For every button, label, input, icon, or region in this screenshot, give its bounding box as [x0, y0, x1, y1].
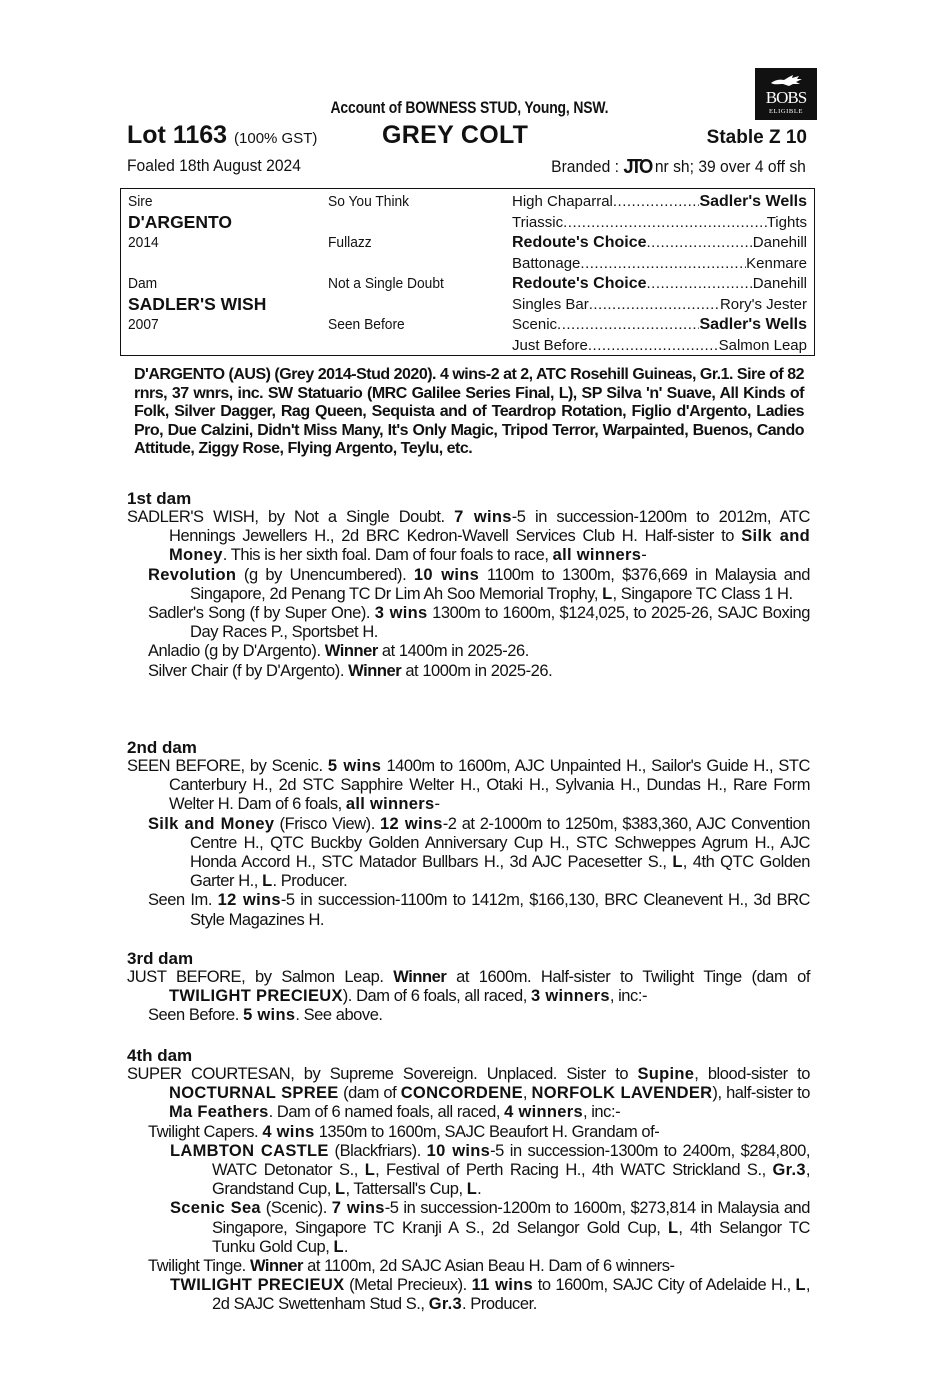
great-grandparent-dam-sire: Tights: [766, 213, 807, 231]
stable-location: Stable Z 10: [706, 127, 807, 148]
great-grandparent-dam-sire: Danehill: [752, 234, 807, 251]
great-grandparent-row: [512, 337, 807, 354]
produce-entry: Silk and Money (Frisco View). 12 wins-2 at 2-1000m to 1250m, $383,360, AJC Convention Centre H., QTC Buckby Golden Anniversary Cup H., STC Schweppes Agrum H., AJC Honda Accord H., STC Matador Bullbars H., 3d AJC Pacesetter S., L, 4th QTC Golden Garter H., L. Producer.: [148, 814, 810, 891]
horse-head-icon: [769, 74, 803, 88]
produce-entry: Seen Before. 5 wins. See above.: [148, 1006, 383, 1025]
sire-summary: D'ARGENTO (AUS) (Grey 2014-Stud 2020). 4 wins-2 at 2, ATC Rosehill Guineas, Gr.1. Sire of 82 rnrs, 37 wnrs, inc. SW Statuario (MRC Galilee Series Final, L), SP Silva 'n' Suave, All Kinds of Folk, Silver Dagger, Rag Queen, Sequista and of Teardrop Rotation, Figlio d'Argento, Ladies Pro, Due Calzini, Didn't Miss Many, It's Only Magic, Tripod Terror, Warpainted, Buenos, Cando Attitude, Ziggy Rose, Flying Argento, Teylu, etc.: [134, 366, 804, 457]
leader-dots: [647, 275, 753, 293]
produce-entry: LAMBTON CASTLE (Blackfriars). 10 wins-5 in succession-1300m to 2400m, $284,800, WATC Detonator S., L, Festival of Perth Racing H., 4th WATC Strickland S., Gr.3, Grandstand Cup, L, Tattersall's Cup, L.: [170, 1141, 810, 1199]
foaling-date: Foaled 18th August 2024: [127, 156, 301, 175]
dam-section: [127, 738, 810, 930]
produce-entry: SADLER'S WISH, by Not a Single Doubt. 7 wins-5 in succession-1200m to 2012m, ATC Hennings Jewellers H., 2d BRC Kedron-Wavell Services Club H. Half-sister to Silk and Money. This is her sixth foal. Dam of four foals to race, all winners-: [127, 508, 811, 565]
dam-section-title: 1st dam: [127, 489, 192, 508]
grandsire-paternal: So You Think: [328, 193, 410, 210]
logo-subtitle: ELIGIBLE: [768, 108, 804, 115]
produce-entry: Anladio (g by D'Argento). Winner at 1400m in 2025-26.: [148, 642, 529, 661]
produce-entry: SEEN BEFORE, by Scenic. 5 wins 1400m to 1600m, AJC Unpainted H., Sailor's Guide H., STC Canterbury H., 2d STC Sapphire Welter H., Otaki H., Sylvania H., Dundas H., Rare Form Welter H. Dam of 6 foals, all winners-: [127, 757, 810, 814]
vendor-account: Account of BOWNESS STUD, Young, NSW.: [330, 98, 608, 117]
great-grandparent-row: [512, 255, 807, 272]
great-grandparent-dam-sire: Sadler's Wells: [699, 316, 807, 333]
great-grandparent-row: [512, 193, 807, 211]
great-grandparent-sire: Scenic: [512, 316, 558, 333]
dam-section-title: 3rd dam: [127, 949, 194, 968]
leader-dots: [613, 193, 700, 211]
great-grandparent-row: [512, 296, 807, 313]
great-grandparent-row: [512, 234, 807, 252]
dam-label: Dam: [128, 275, 158, 292]
logo-title: BOBS: [765, 88, 807, 107]
sire-year: 2014: [128, 234, 159, 251]
great-grandparent-dam-sire: Kenmare: [746, 254, 807, 272]
dam-section: [127, 1046, 810, 1315]
great-grandparent-sire: Redoute's Choice: [512, 234, 647, 251]
produce-entry: TWILIGHT PRECIEUX (Metal Precieux). 11 wins to 1600m, SAJC City of Adelaide H., L, 2d SAJC Swettenham Stud S., Gr.3. Producer.: [170, 1276, 810, 1314]
great-grandparent-sire: Singles Bar: [512, 295, 589, 313]
great-grandparent-sire: High Chaparral: [512, 193, 613, 210]
dam-section: [127, 489, 810, 681]
sex-colour: GREY COLT: [382, 121, 529, 149]
brand-mark-icon: JTO: [623, 156, 651, 178]
produce-entry: Scenic Sea (Scenic). 7 wins-5 in succession-1200m to 1600m, $273,814 in Malaysia and Singapore, Singapore TC Kranji A S., 2d Selangor Gold Cup, L, 4th Selangor TC Tunku Gold Cup, L.: [170, 1199, 810, 1256]
leader-dots: [589, 296, 720, 313]
great-grandparent-dam-sire: Sadler's Wells: [699, 193, 807, 210]
sire-name: D'ARGENTO: [128, 212, 232, 232]
great-grandparent-row: [512, 214, 807, 231]
great-grandparent-row: [512, 316, 807, 334]
produce-entry: SUPER COURTESAN, by Supreme Sovereign. Unplaced. Sister to Supine, blood-sister to NOCTURNAL SPREE (dam of CONCORDENE, NORFOLK LAVENDER), half-sister to Ma Feathers. Dam of 6 named foals, all raced, 4 winners, inc:-: [127, 1065, 810, 1122]
great-grandparent-sire: Redoute's Choice: [512, 275, 647, 292]
leader-dots: [557, 316, 699, 334]
lot-number: Lot 1163 (100% GST): [127, 121, 318, 149]
produce-entry: Seen Im. 12 wins-5 in succession-1100m to 1412m, $166,130, BRC Cleanevent H., 3d BRC Style Magazines H.: [148, 891, 810, 929]
great-grandparent-sire: Triassic: [512, 213, 564, 231]
dam-name: SADLER'S WISH: [128, 294, 267, 314]
gst-note: (100% GST): [234, 130, 318, 147]
dam-year: 2007: [128, 316, 159, 333]
great-grandparent-row: [512, 275, 807, 293]
produce-entry: JUST BEFORE, by Salmon Leap. Winner at 1600m. Half-sister to Twilight Tinge (dam of TWILIGHT PRECIEUX). Dam of 6 foals, all raced, 3 winners, inc:-: [127, 968, 810, 1006]
dam-section-title: 4th dam: [127, 1046, 193, 1065]
produce-entry: Sadler's Song (f by Super One). 3 wins 1300m to 1600m, $124,025, to 2025-26, SAJC Boxing Day Races P., Sportsbet H.: [148, 604, 810, 642]
great-grandparent-dam-sire: Danehill: [752, 275, 807, 292]
pedigree-table: [120, 188, 815, 356]
great-grandparent-dam-sire: Rory's Jester: [719, 295, 807, 313]
produce-entry: Revolution (g by Unencumbered). 10 wins 1100m to 1300m, $376,669 in Malaysia and Singapore, 2d Penang TC Dr Lim Ah Soo Memorial Trophy, L, Singapore TC Class 1 H.: [148, 565, 810, 603]
leader-dots: [647, 234, 753, 252]
granddam-paternal: Fullazz: [328, 234, 372, 251]
great-grandparent-dam-sire: Salmon Leap: [718, 336, 807, 354]
produce-entry: Twilight Tinge. Winner at 1100m, 2d SAJC Asian Beau H. Dam of 6 winners-: [148, 1257, 675, 1276]
grandsire-maternal: Not a Single Doubt: [328, 275, 444, 292]
dam-section-title: 2nd dam: [127, 738, 197, 757]
produce-entry: Twilight Capers. 4 wins 1350m to 1600m, SAJC Beaufort H. Grandam of-: [148, 1122, 660, 1141]
leader-dots: [588, 337, 719, 354]
granddam-maternal: Seen Before: [328, 316, 405, 333]
dam-section: [127, 949, 810, 1026]
brand-description: Branded : JTO nr sh; 39 over 4 off sh: [551, 156, 806, 178]
leader-dots: [563, 214, 767, 231]
produce-entry: Silver Chair (f by D'Argento). Winner at 1000m in 2025-26.: [148, 661, 553, 680]
leader-dots: [580, 255, 746, 272]
great-grandparent-sire: Battonage: [512, 254, 581, 272]
sire-label: Sire: [128, 193, 153, 210]
great-grandparent-sire: Just Before: [512, 336, 588, 354]
